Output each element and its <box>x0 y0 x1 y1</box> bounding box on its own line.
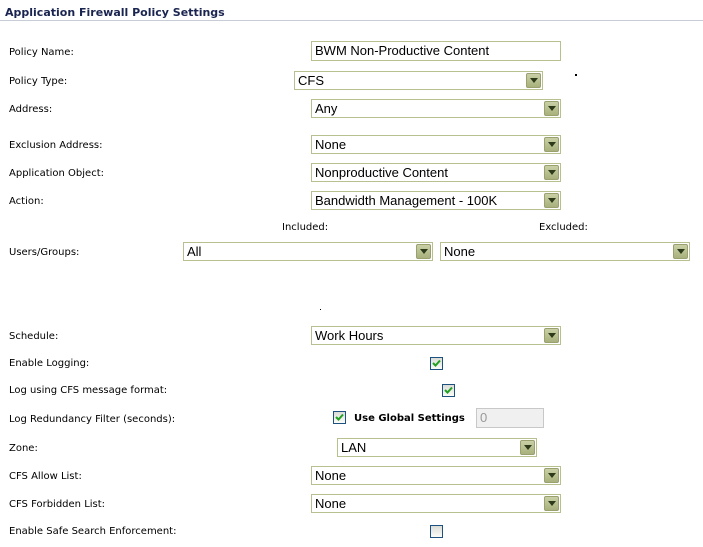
zone-label: Zone: <box>9 443 38 454</box>
exclusion-address-label: Exclusion Address: <box>9 140 103 151</box>
cfs-forbidden-list-value: None <box>315 496 347 511</box>
action-label: Action: <box>9 196 44 207</box>
cfs-allow-list-select[interactable] <box>311 466 561 485</box>
exclusion-address-value: None <box>315 137 347 152</box>
policy-type-select[interactable] <box>294 71 543 90</box>
chevron-down-icon[interactable] <box>526 73 541 88</box>
users-included-select[interactable] <box>183 242 433 261</box>
chevron-down-icon[interactable] <box>416 244 431 259</box>
chevron-down-icon[interactable] <box>673 244 688 259</box>
header-divider <box>0 20 703 21</box>
section-title: Application Firewall Policy Settings <box>5 6 225 19</box>
chevron-down-icon[interactable] <box>544 193 559 208</box>
application-object-select[interactable] <box>311 163 561 182</box>
log-redundancy-label: Log Redundancy Filter (seconds): <box>9 414 176 425</box>
policy-name-label: Policy Name: <box>9 47 74 58</box>
policy-type-value: CFS <box>298 73 324 88</box>
schedule-select[interactable] <box>311 326 561 345</box>
chevron-down-icon[interactable] <box>544 137 559 152</box>
safe-search-checkbox[interactable] <box>430 525 443 538</box>
chevron-down-icon[interactable] <box>544 165 559 180</box>
cfs-forbidden-list-label: CFS Forbidden List: <box>9 499 106 510</box>
chevron-down-icon[interactable] <box>544 496 559 511</box>
chevron-down-icon[interactable] <box>544 328 559 343</box>
cfs-allow-list-label: CFS Allow List: <box>9 471 82 482</box>
users-groups-label: Users/Groups: <box>9 247 80 258</box>
stray-mark <box>575 74 577 76</box>
users-included-value: All <box>187 244 202 259</box>
exclusion-address-select[interactable] <box>311 135 561 154</box>
zone-value: LAN <box>341 440 367 455</box>
cfs-allow-list-value: None <box>315 468 347 483</box>
schedule-label: Schedule: <box>9 331 59 342</box>
excluded-header: Excluded: <box>539 222 588 233</box>
log-cfs-format-label: Log using CFS message format: <box>9 385 168 396</box>
address-select[interactable] <box>311 99 561 118</box>
action-select[interactable] <box>311 191 561 210</box>
action-value: Bandwidth Management - 100K <box>315 193 498 208</box>
use-global-settings-label: Use Global Settings <box>354 413 465 424</box>
application-object-label: Application Object: <box>9 168 104 179</box>
enable-logging-checkbox[interactable] <box>430 357 443 370</box>
log-redundancy-input[interactable]: 0 <box>476 408 544 428</box>
log-cfs-format-checkbox[interactable] <box>442 384 455 397</box>
application-object-value: Nonproductive Content <box>315 165 448 180</box>
enable-logging-label: Enable Logging: <box>9 358 90 369</box>
users-excluded-select[interactable] <box>440 242 690 261</box>
policy-type-label: Policy Type: <box>9 76 68 87</box>
chevron-down-icon[interactable] <box>520 440 535 455</box>
schedule-value: Work Hours <box>315 328 384 343</box>
stray-mark <box>320 309 321 310</box>
cfs-forbidden-list-select[interactable] <box>311 494 561 513</box>
chevron-down-icon[interactable] <box>544 468 559 483</box>
address-label: Address: <box>9 104 53 115</box>
use-global-settings-checkbox[interactable] <box>333 411 346 424</box>
policy-name-input[interactable]: BWM Non-Productive Content <box>311 41 561 61</box>
included-header: Included: <box>282 222 329 233</box>
safe-search-label: Enable Safe Search Enforcement: <box>9 526 177 537</box>
users-excluded-value: None <box>444 244 476 259</box>
address-value: Any <box>315 101 338 116</box>
zone-select[interactable] <box>337 438 537 457</box>
chevron-down-icon[interactable] <box>544 101 559 116</box>
